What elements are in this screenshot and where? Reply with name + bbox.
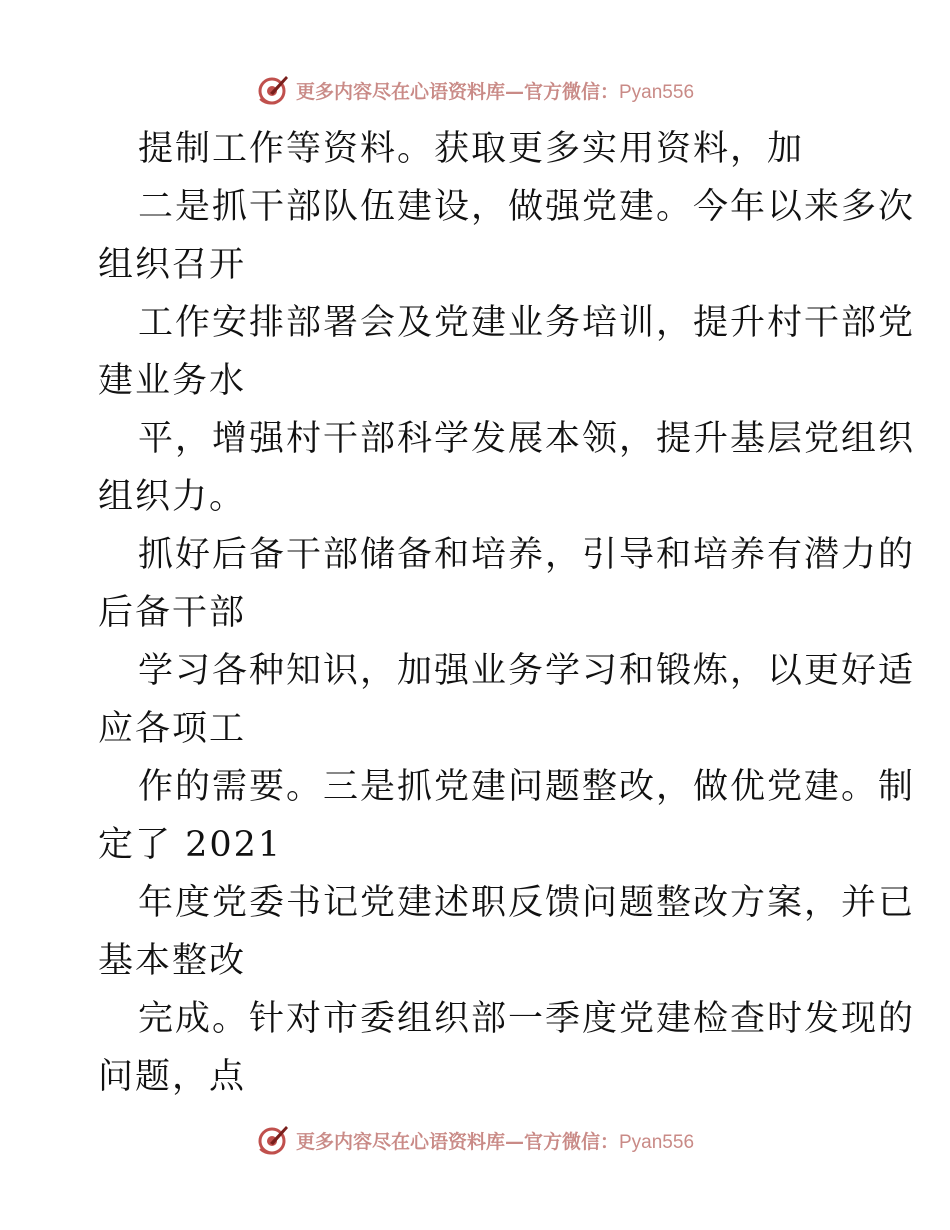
text-line: 组织召开 xyxy=(98,245,247,285)
text-line: 组织力。 xyxy=(98,477,247,517)
text-line: 平，增强村干部科学发展本领，提升基层党组织 xyxy=(138,419,916,459)
text-line: 定了 2021 xyxy=(98,825,283,865)
text-line: 抓好后备干部储备和培养，引导和培养有潜力的 xyxy=(138,535,916,575)
text-line: 二是抓干部队伍建设，做强党建。今年以来多次 xyxy=(138,187,916,227)
text-line: 完成。针对市委组织部一季度党建检查时发现的 xyxy=(138,999,916,1039)
text-line: 建业务水 xyxy=(98,361,247,401)
document-body xyxy=(98,120,916,1106)
text-line: 问题，点 xyxy=(98,1057,247,1097)
header-watermark xyxy=(0,70,950,110)
text-line: 年度党委书记党建述职反馈问题整改方案，并已 xyxy=(138,883,916,923)
text-line: 后备干部 xyxy=(98,593,247,633)
watermark-account: Pyan556 xyxy=(619,81,695,103)
watermark-account: Pyan556 xyxy=(619,1131,695,1153)
watermark-text: 更多内容尽在心语资料库—官方微信：Pyan556 xyxy=(295,1130,695,1153)
text-line: 基本整改 xyxy=(98,941,247,981)
text-line: 学习各种知识，加强业务学习和锻炼，以更好适 xyxy=(138,651,916,691)
quill-logo-icon xyxy=(256,1123,290,1157)
footer-watermark xyxy=(0,1120,950,1160)
text-line: 提制工作等资料。获取更多实用资料，加 xyxy=(138,129,805,169)
text-line: 应各项工 xyxy=(98,709,247,749)
text-line: 工作安排部署会及党建业务培训，提升村干部党 xyxy=(138,303,916,343)
watermark-text: 更多内容尽在心语资料库—官方微信：Pyan556 xyxy=(295,80,695,103)
text-line: 作的需要。三是抓党建问题整改，做优党建。制 xyxy=(138,767,916,807)
quill-logo-icon xyxy=(256,73,290,107)
